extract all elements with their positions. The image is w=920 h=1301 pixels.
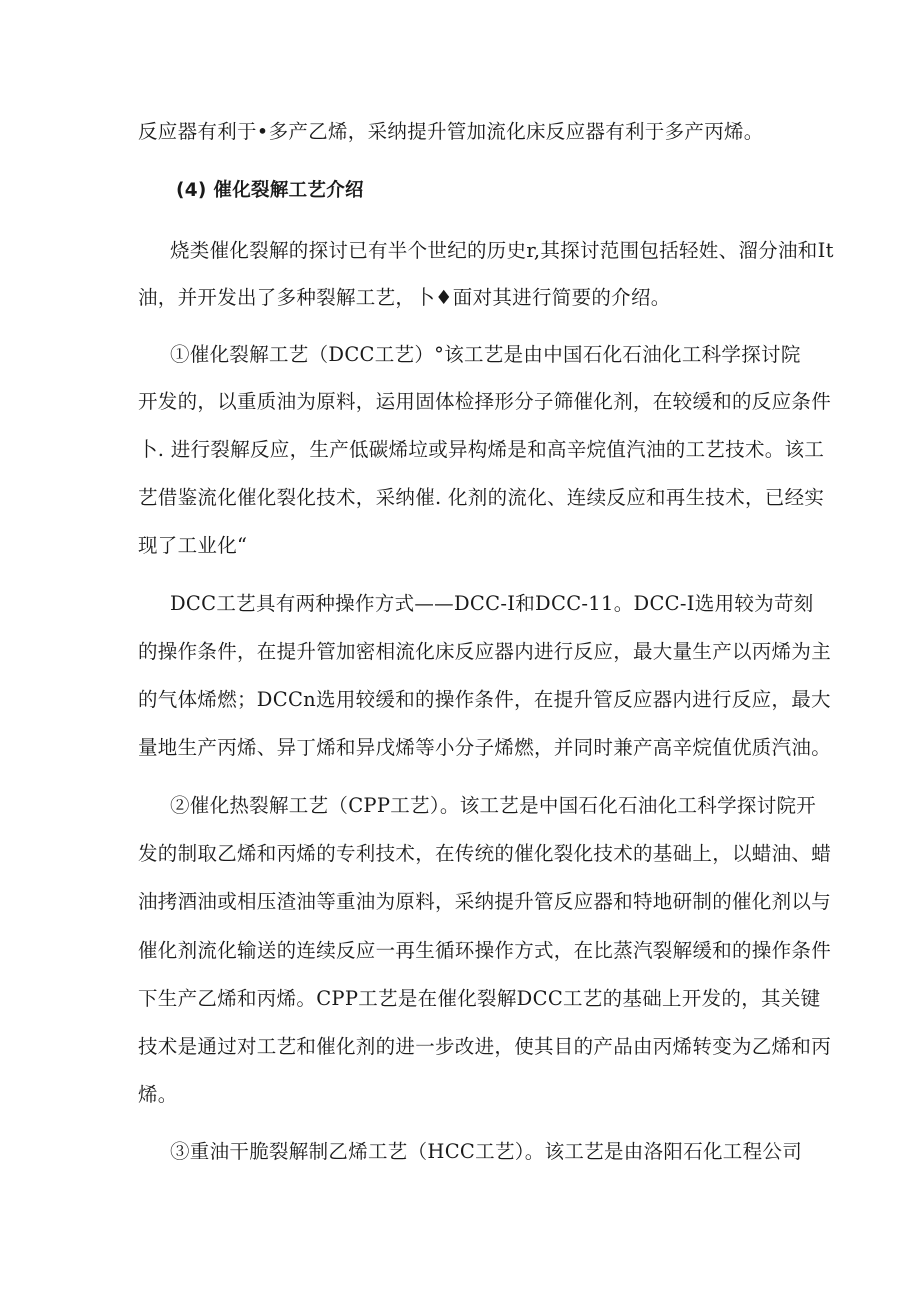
intro-line: 反应器有利于•多产乙烯，采纳提升管加流化床反应器有利于多产丙烯。 bbox=[138, 120, 764, 143]
paragraph-dcc-line-4: 艺借鉴流化催化裂化技术，采纳催. 化剂的流化、连续反应和再生技术，已经实 bbox=[138, 486, 825, 509]
paragraph-dcc-modes-line-2: 的操作条件，在提升管加密相流化床反应器内进行反应，最大量生产以丙烯为主 bbox=[138, 640, 832, 663]
paragraph-dcc-line-3: 卜. 进行裂解反应，生产低碳烯垃或异构烯是和高辛烷值汽油的工艺技术。该工 bbox=[138, 438, 825, 461]
paragraph-intro-line-2: 油，并开发出了多种裂解工艺，卜♦面对其进行简要的介绍。 bbox=[138, 286, 671, 309]
paragraph-cpp-line-5: 下生产乙烯和丙烯。CPP工艺是在催化裂解DCC工艺的基础上开发的，其关键 bbox=[138, 987, 821, 1010]
paragraph-cpp-line-7: 烯。 bbox=[138, 1083, 178, 1106]
paragraph-intro-line-1: 烧类催化裂解的探讨已有半个世纪的历史r,其探讨范围包括轻姓、溜分油和It bbox=[170, 239, 834, 262]
paragraph-dcc-modes-line-4: 量地生产丙烯、异丁烯和异戊烯等小分子烯燃，并同时兼产高辛烷值优质汽油。 bbox=[138, 736, 832, 759]
section-heading: (4) 催化裂解工艺介绍 bbox=[176, 180, 364, 201]
paragraph-cpp-line-6: 技术是通过对工艺和催化剂的进一步改进，使其目的产品由丙烯转变为乙烯和丙 bbox=[138, 1035, 832, 1058]
paragraph-dcc-line-1: ①催化裂解工艺（DCC工艺）°该工艺是由中国石化石油化工科学探讨院 bbox=[170, 343, 801, 366]
paragraph-dcc-line-2: 开发的，以重质油为原料，运用固体检择形分子筛催化剂，在较缓和的反应条件 bbox=[138, 390, 832, 413]
paragraph-cpp-line-2: 发的制取乙烯和丙烯的专利技术，在传统的催化裂化技术的基础上，以蜡油、蜡 bbox=[138, 842, 832, 865]
paragraph-hcc-line-1: ③重油干脆裂解制乙烯工艺（HCC工艺）。该工艺是由洛阳石化工程公司 bbox=[170, 1140, 802, 1163]
paragraph-cpp-line-1: ②催化热裂解工艺（CPP工艺）。该工艺是中国石化石油化工科学探讨院开 bbox=[170, 794, 817, 817]
paragraph-dcc-line-5: 现了工业化“ bbox=[138, 534, 248, 557]
paragraph-dcc-modes-line-1: DCC工艺具有两种操作方式——DCC-I和DCC-11。DCC-I选用较为苛刻 bbox=[170, 592, 814, 615]
paragraph-cpp-line-4: 催化剂流化输送的连续反应一再生循环操作方式，在比蒸汽裂解缓和的操作条件 bbox=[138, 939, 832, 962]
paragraph-cpp-line-3: 油拷酒油或相压渣油等重油为原料，采纳提升管反应器和特地研制的催化剂以与 bbox=[138, 890, 832, 913]
paragraph-dcc-modes-line-3: 的气体烯燃；DCCn选用较缓和的操作条件，在提升管反应器内进行反应，最大 bbox=[138, 688, 831, 711]
